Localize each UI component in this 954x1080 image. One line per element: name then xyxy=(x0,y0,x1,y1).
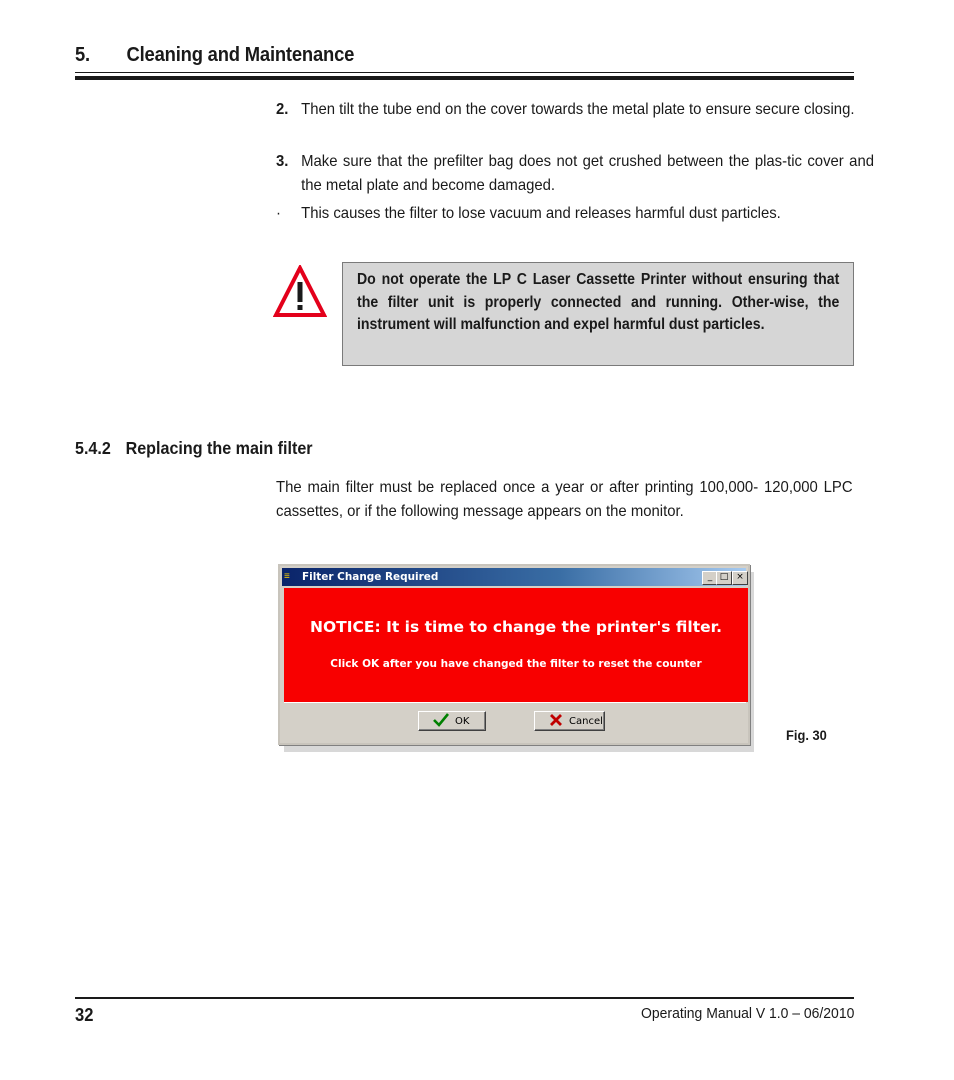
header-rule-thin xyxy=(75,72,854,73)
step-number: 2. xyxy=(276,101,289,118)
warning-box xyxy=(342,262,854,366)
notice-text: NOTICE: It is time to change the printer's filter. xyxy=(310,618,722,636)
subsection-title xyxy=(75,438,313,459)
step-text: Make sure that the prefilter bag does not get crushed between the plas-tic cover and the metal plate and become damaged. xyxy=(301,153,874,194)
warning-triangle-icon xyxy=(273,265,327,319)
cancel-button[interactable] xyxy=(534,711,605,731)
subsection-title-text: Replacing the main filter xyxy=(125,438,313,458)
subsection-number: 5.4.2 xyxy=(75,438,111,458)
page-number: 32 xyxy=(75,1005,94,1025)
close-button[interactable]: × xyxy=(732,571,748,585)
dialog-title: Filter Change Required xyxy=(302,570,439,583)
bullet-note xyxy=(276,202,853,226)
bullet-mark: · xyxy=(276,205,281,222)
footer-rule xyxy=(75,997,854,999)
section-title xyxy=(75,44,354,67)
notice-subtext: Click OK after you have changed the filter to reset the counter xyxy=(330,658,702,670)
maximize-button[interactable]: □ xyxy=(716,571,732,585)
section-title-text: Cleaning and Maintenance xyxy=(126,44,355,66)
footer-manual: Operating Manual V 1.0 – 06/2010 xyxy=(640,1005,854,1022)
dialog-button-bar xyxy=(284,702,746,741)
step-2 xyxy=(276,98,853,146)
step-number: 3. xyxy=(276,153,289,170)
body-paragraph: The main filter must be replaced once a year or after printing 100,000- 120,000 LPC cassettes, or if the following message appears on the monitor. xyxy=(276,479,853,520)
step-3 xyxy=(276,150,874,198)
dialog-titlebar[interactable] xyxy=(282,568,746,586)
filter-change-dialog xyxy=(278,564,750,745)
warning-text: Do not operate the LP C Laser Cassette Printer without ensuring that the filter unit is properly connected and running. Other-wise, the instrument will malfunction and expel harmful dust particles. xyxy=(357,271,840,334)
step-text: Then tilt the tube end on the cover towards the metal plate to ensure secure closing. xyxy=(301,101,855,118)
minimize-button[interactable]: _ xyxy=(702,571,718,585)
bullet-text: This causes the filter to lose vacuum and releases harmful dust particles. xyxy=(301,205,781,222)
ok-label: OK xyxy=(455,715,470,727)
header-rule-thick xyxy=(75,76,854,80)
app-icon: ≡ xyxy=(284,571,290,582)
section-number: 5. xyxy=(75,44,90,66)
ok-button[interactable] xyxy=(418,711,486,731)
alert-area xyxy=(284,588,748,702)
cross-icon xyxy=(549,713,563,730)
checkmark-icon xyxy=(433,713,449,730)
figure-label: Fig. 30 xyxy=(786,727,827,743)
cancel-label: Cancel xyxy=(569,715,603,727)
